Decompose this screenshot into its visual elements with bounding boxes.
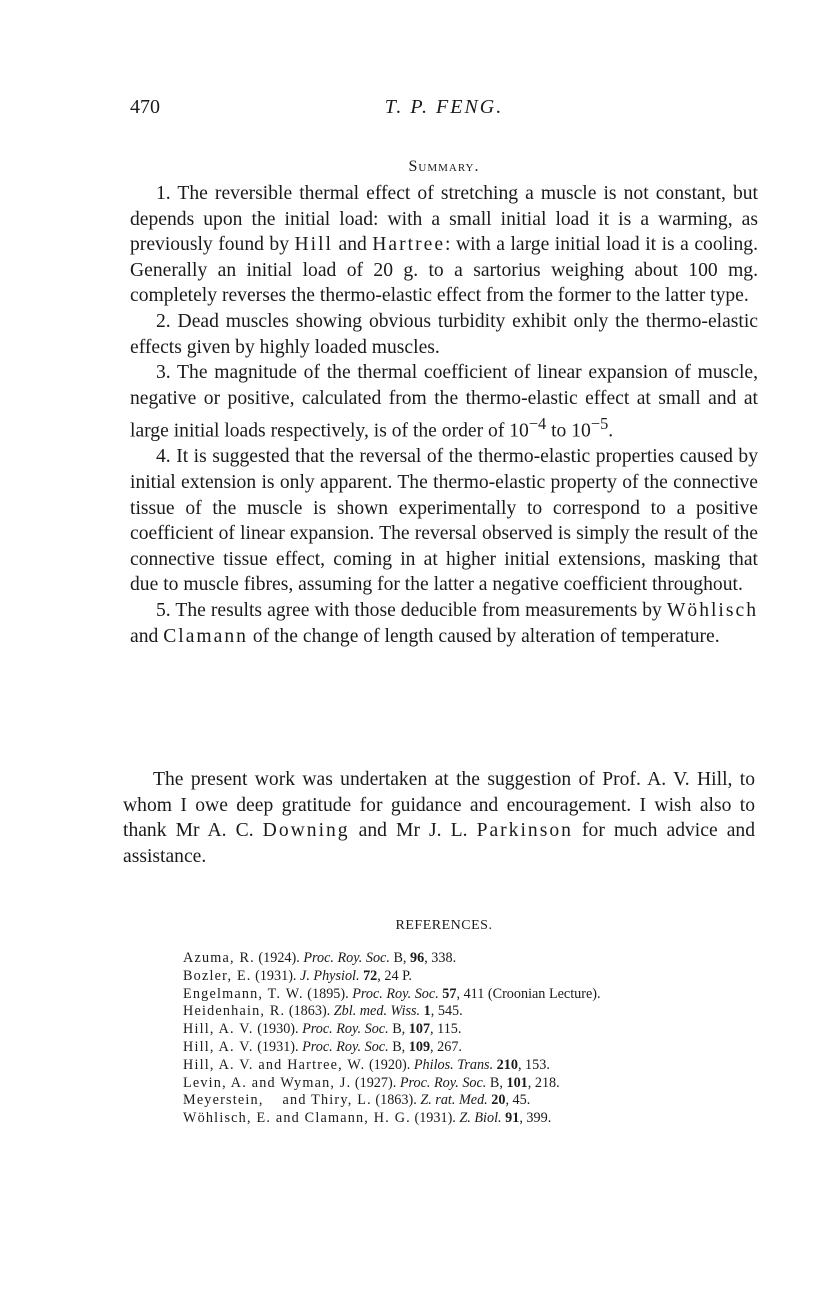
para-text: 2. Dead muscles showing obvious turbidity exhibit only the thermo-elastic effects given by highly loaded muscles. [130, 310, 758, 358]
ref-pages: , 115. [430, 1021, 462, 1038]
ref-volume: 20 [491, 1092, 506, 1109]
person-name: Parkinson [476, 820, 573, 842]
ref-author: Heidenhain, R. [183, 1003, 286, 1020]
ref-journal: Proc. Roy. Soc. [399, 1074, 487, 1091]
author-name: Wöhlisch [666, 600, 758, 622]
reference-item [183, 1092, 743, 1110]
page-header [130, 96, 758, 126]
ref-journal: Proc. Roy. Soc. [302, 1021, 389, 1038]
references-title: REFERENCES. [395, 918, 493, 933]
ref-volume: 1 [423, 1003, 431, 1020]
author-name: Hill [294, 234, 333, 256]
para-text: of the change of length caused by alteration of temperature. [247, 625, 720, 647]
ref-author: Bozler, E. [183, 967, 252, 984]
summary-title: Summary. [408, 158, 480, 175]
para-text: The present work was undertaken at the suggestion of Prof. A. V. Hill, to whom I owe deep gratitude for guidance and encouragement. I wish also to thank Mr A. C. [123, 769, 755, 842]
ref-year: (1930). [253, 1021, 303, 1038]
ref-series: B, [388, 1021, 409, 1038]
reference-item [183, 986, 743, 1004]
ref-pages: , 399. [519, 1110, 552, 1127]
ref-year: (1863). [371, 1092, 421, 1109]
ref-author: Hill, A. V. [183, 1021, 254, 1038]
reference-item [183, 1039, 743, 1057]
ref-volume: 96 [410, 950, 425, 966]
para-text: 4. It is suggested that the reversal of the thermo-elastic properties caused by initial extension is only apparent. The thermo-elastic property of the connective tissue of the muscle is shown experimentally to correspond to a positive coefficient of linear expansion. The reversal observed is simply the result of the connective tissue effect, coming in at higher initial extensions, masking that due to muscle fibres, assuming for the latter a negative coefficient throughout. [130, 446, 758, 596]
ref-pages: , 153. [517, 1056, 550, 1073]
reference-item [183, 950, 743, 968]
ref-author: Levin, A. and Wyman, J. [183, 1074, 352, 1091]
ref-pages: , 411 (Croonian Lecture). [456, 985, 601, 1002]
ref-author: Meyerstein, and Thiry, L. [183, 1092, 372, 1109]
ref-volume: 72 [363, 967, 378, 984]
summary-paragraph-2 [130, 309, 758, 360]
ref-journal: Z. Biol. [459, 1110, 502, 1127]
para-text: for much advice and assistance. [123, 820, 755, 867]
ref-year: (1863). [285, 1003, 334, 1020]
ref-pages: , 24 P. [377, 967, 412, 984]
para-text: . [608, 420, 614, 442]
author-name: Clamann [163, 625, 248, 647]
ref-journal: Proc. Roy. Soc. [303, 950, 390, 966]
ref-year: (1895). [303, 985, 353, 1002]
ref-author: Hill, A. V. and Hartree, W. [183, 1056, 366, 1073]
reference-item [183, 1021, 743, 1039]
ref-author: Engelmann, T. W. [183, 985, 304, 1002]
ref-volume: 91 [505, 1110, 520, 1127]
exponent: −5 [590, 414, 609, 434]
page-number: 470 [130, 96, 160, 118]
ref-author: Wöhlisch, E. and Clamann, H. G. [183, 1110, 411, 1127]
ref-pages: , 338. [424, 950, 457, 966]
ref-year: (1931). [410, 1110, 460, 1127]
para-text: and [130, 625, 164, 647]
ref-journal: Philos. Trans. [413, 1056, 494, 1073]
para-text: 3. The magnitude of the thermal coefficient of linear expansion of muscle, negative or positive, calculated from the thermo-elastic effect at small and at large initial loads respectively, is of the order of 10 [130, 362, 758, 442]
ref-year: (1927). [351, 1074, 400, 1091]
para-text: 5. The results agree with those deducible from measurements by [156, 600, 667, 622]
ref-pages: , 45. [505, 1092, 531, 1109]
para-text: to 10 [546, 420, 591, 442]
acknowledgement-section [123, 767, 755, 869]
ref-journal: Z. rat. Med. [420, 1092, 488, 1109]
ref-series: B, [388, 1038, 409, 1055]
summary-paragraph-5 [130, 598, 758, 649]
summary-paragraph-3 [130, 360, 758, 444]
ref-year: (1924). [254, 950, 304, 966]
para-text: and [333, 234, 373, 256]
ref-volume: 109 [408, 1038, 431, 1055]
ref-journal: J. Physiol. [300, 967, 360, 984]
ref-volume: 57 [442, 985, 457, 1002]
reference-item [183, 1057, 743, 1075]
ref-volume: 101 [506, 1074, 528, 1091]
author-name: Hartree [372, 234, 446, 256]
ref-series: B, [389, 950, 410, 966]
ref-journal: Proc. Roy. Soc. [302, 1038, 389, 1055]
ref-pages: , 218. [527, 1074, 560, 1091]
ref-pages: , 267. [430, 1038, 462, 1055]
person-name: Downing [262, 820, 350, 842]
summary-paragraph-1 [130, 181, 758, 309]
ref-volume: 107 [408, 1021, 431, 1038]
reference-item [183, 968, 743, 986]
summary-paragraph-4 [130, 444, 758, 598]
references-list [183, 950, 743, 1128]
summary-section [130, 181, 758, 649]
ref-author: Hill, A. V. [183, 1038, 254, 1055]
running-head: T. P. FENG. [384, 96, 504, 118]
ref-year: (1931). [253, 1038, 303, 1055]
ref-journal: Proc. Roy. Soc. [352, 985, 439, 1002]
ref-year: (1920). [365, 1056, 414, 1073]
reference-item [183, 1075, 743, 1093]
reference-item [183, 1110, 743, 1128]
ref-series: B, [486, 1074, 507, 1091]
ref-year: (1931). [251, 967, 301, 984]
ref-author: Azuma, R. [183, 950, 255, 966]
ref-volume: 210 [496, 1056, 518, 1073]
acknowledgement-paragraph [123, 767, 755, 869]
exponent: −4 [528, 414, 547, 434]
ref-journal: Zbl. med. Wiss. [333, 1003, 421, 1020]
para-text: and Mr J. L. [349, 820, 477, 842]
para-text: 1. The reversible thermal effect of stretching a muscle is not constant, but depends upon the initial load: with a small initial load it is a warming, as previously found by [130, 183, 758, 256]
para-text: : with a large initial load it is a cooling. Generally an initial load of 20 g. to a sartorius weighing about 100 mg. completely reverses the thermo-elastic effect from the former to the latter type. [130, 234, 758, 307]
ref-pages: , 545. [430, 1003, 463, 1020]
reference-item [183, 1003, 743, 1021]
